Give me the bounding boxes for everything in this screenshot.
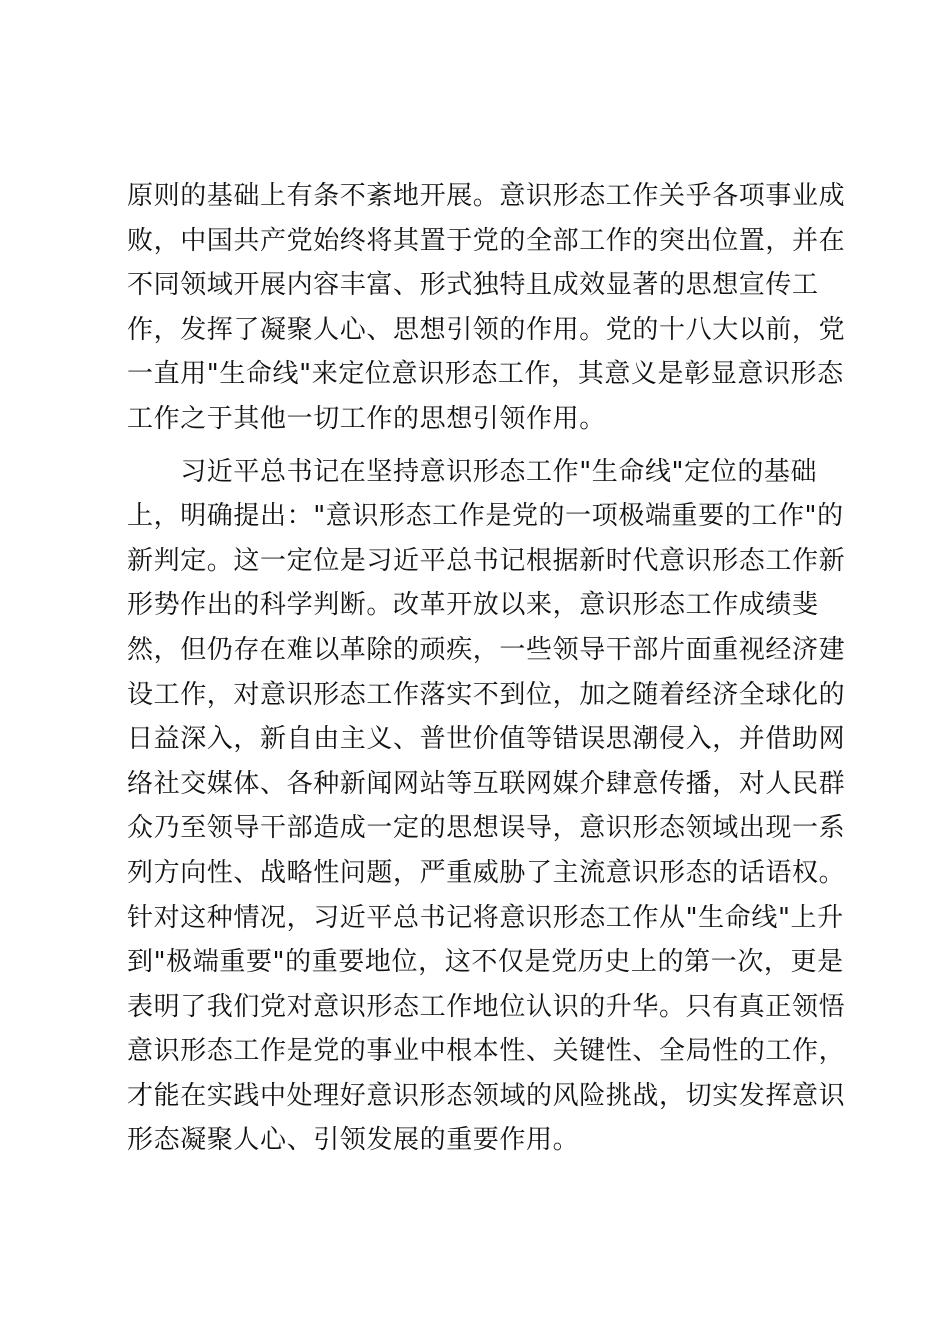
text-line: 到"极端重要"的重要地位，这不仅是党历史上的第一次，更是 xyxy=(127,947,844,978)
text-line: 习近平总书记在坚持意识形态工作"生命线"定位的基础 xyxy=(127,456,818,487)
text-line: 形态凝聚人心、引领发展的重要作用。 xyxy=(127,1125,580,1156)
text-line: 新判定。这一定位是习近平总书记根据新时代意识形态工作新 xyxy=(127,545,846,576)
text-line: 络社交媒体、各种新闻网站等互联网媒介肆意传播，对人民群 xyxy=(127,768,846,799)
text-line: 一直用"生命线"来定位意识形态工作，其意义是彰显意识形态 xyxy=(127,359,844,390)
text-line: 才能在实践中处理好意识形态领域的风险挑战，切实发挥意识 xyxy=(127,1080,846,1111)
paragraph-1 xyxy=(127,174,846,442)
text-line: 针对这种情况，习近平总书记将意识形态工作从"生命线"上升 xyxy=(127,902,844,933)
text-line: 意识形态工作是党的事业中根本性、关键性、全局性的工作， xyxy=(127,1036,846,1067)
text-line: 不同领域开展内容丰富、形式独特且成效显著的思想宣传工 xyxy=(127,270,819,301)
document-body xyxy=(127,174,846,1163)
text-line: 设工作，对意识形态工作落实不到位，加之随着经济全球化的 xyxy=(127,679,846,710)
text-line: 败，中国共产党始终将其置于党的全部工作的突出位置，并在 xyxy=(127,225,846,256)
text-line: 原则的基础上有条不紊地开展。意识形态工作关乎各项事业成 xyxy=(127,181,846,211)
text-line: 工作之于其他一切工作的思想引领作用。 xyxy=(127,403,606,434)
text-line: 作，发挥了凝聚人心、思想引领的作用。党的十八大以前，党 xyxy=(127,314,846,345)
text-line: 形势作出的科学判断。改革开放以来，意识形态工作成绩斐 xyxy=(127,590,819,621)
paragraph-2 xyxy=(127,450,846,1164)
text-line: 然，但仍存在难以革除的顽疾，一些领导干部片面重视经济建 xyxy=(127,634,846,665)
text-line: 日益深入，新自由主义、普世价值等错误思潮侵入，并借助网 xyxy=(127,724,846,755)
text-line: 列方向性、战略性问题，严重威胁了主流意识形态的话语权。 xyxy=(127,857,846,888)
text-line: 众乃至领导干部造成一定的思想误导，意识形态领域出现一系 xyxy=(127,813,846,844)
paragraph-spacer xyxy=(127,442,817,450)
text-line: 表明了我们党对意识形态工作地位认识的升华。只有真正领悟 xyxy=(127,991,846,1022)
text-line: 上，明确提出："意识形态工作是党的一项极端重要的工作"的 xyxy=(127,501,844,532)
